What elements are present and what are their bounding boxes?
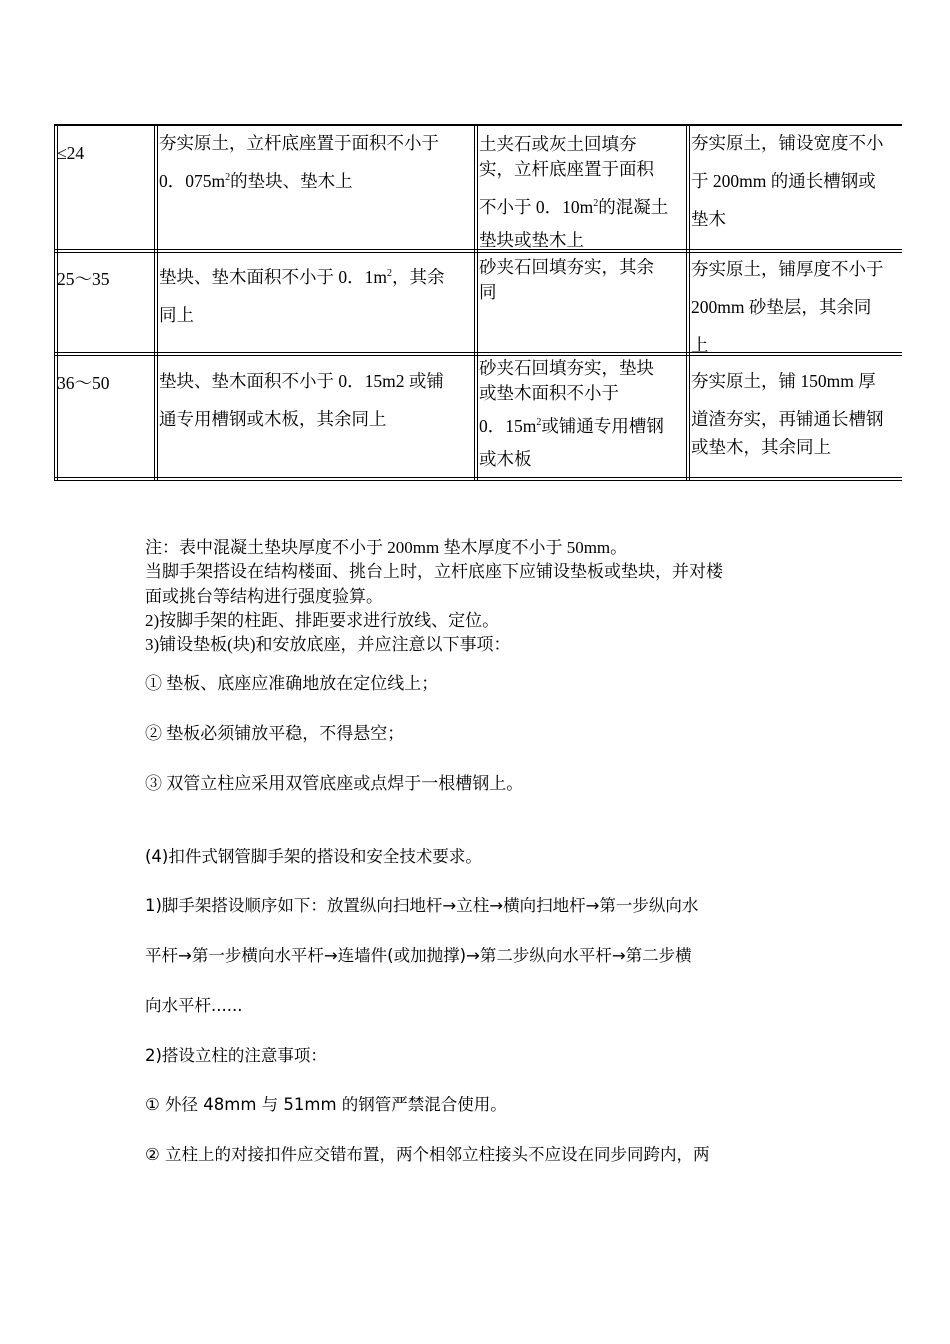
table-cell-height: ≤24 xyxy=(57,143,85,163)
table-cell-subsoil: 夯实原土，铺设宽度不小 于 200mm 的通长槽钢或 垫木 xyxy=(691,133,884,229)
paragraph-line: 1)脚手架搭设顺序如下：放置纵向扫地杆→立柱→横向扫地杆→第一步纵向水 xyxy=(145,896,699,915)
table-note: 注：表中混凝土垫块厚度不小于 200mm 垫木厚度不小于 50mm。 xyxy=(145,538,628,557)
foundation-table xyxy=(54,124,902,481)
list-item: ① 外径 48mm 与 51mm 的钢管严禁混合使用。 xyxy=(145,1095,507,1114)
table-cell-subsoil: 夯实原土，铺 150mm 厚 道渣夯实，再铺通长槽钢 或垫木，其余同上 xyxy=(691,371,884,457)
table-cell-base: 垫块、垫木面积不小于 0．15m2 或铺 通专用槽钢或木板，其余同上 xyxy=(159,371,444,429)
table-cell-base: 夯实原土，立杆底座置于面积不小于 0．$075m^2$的垫块、垫木上 xyxy=(159,133,439,191)
table-border-left xyxy=(54,124,58,481)
table-column-divider xyxy=(686,124,690,481)
table-column-divider xyxy=(154,124,158,481)
step-text: 2)搭设立柱的注意事项： xyxy=(145,1046,327,1065)
list-item: ② 垫板必须铺放平稳，不得悬空； xyxy=(145,724,405,743)
table-cell-height: 25～35 xyxy=(57,269,110,289)
table-cell-fill: 土夹石或灰土回填夯 实，立杆底座置于面积 不小于 0．$10m^2$的混凝土 垫块或垫木上 xyxy=(479,134,669,250)
table-cell-fill: 砂夹石回填夯实，其余 同 xyxy=(479,257,654,302)
list-item: ① 垫板、底座应准确地放在定位线上； xyxy=(145,674,439,693)
table-border-bottom xyxy=(54,477,902,481)
list-item: ② 立柱上的对接扣件应交错布置，两个相邻立柱接头不应设在同步同跨内，两 xyxy=(145,1145,710,1164)
section-heading: (4)扣件式钢管脚手架的搭设和安全技术要求。 xyxy=(145,847,482,866)
table-cell-subsoil: 夯实原土，铺厚度不小于 200mm 砂垫层，其余同 上 xyxy=(691,259,884,355)
paragraph-line: 面或挑台等结构进行强度验算。 xyxy=(145,587,383,606)
paragraph-line: 当脚手架搭设在结构楼面、挑台上时，立杆底座下应铺设垫板或垫块，并对楼 xyxy=(145,562,723,581)
step-text: 2)按脚手架的柱距、排距要求进行放线、定位。 xyxy=(145,611,500,630)
table-cell-fill: 砂夹石回填夯实，垫块 或垫木面积不小于 0．$15m^2$或铺通专用槽钢 或木板 xyxy=(479,358,664,469)
paragraph-line: 平杆→第一步横向水平杆→连墙件(或加抛撑)→第二步纵向水平杆→第二步横 xyxy=(145,946,692,965)
paragraph-line: 向水平杆...... xyxy=(145,996,243,1015)
table-cell-height: 36～50 xyxy=(57,373,110,393)
step-text: 3)铺设垫板(块)和安放底座，并应注意以下事项： xyxy=(145,635,511,654)
list-item: ③ 双管立柱应采用双管底座或点焊于一根槽钢上。 xyxy=(145,774,524,793)
table-column-divider xyxy=(474,124,478,481)
table-cell-base: 垫块、垫木面积不小于 0．$1m^2$，其余 同上 xyxy=(159,267,445,325)
